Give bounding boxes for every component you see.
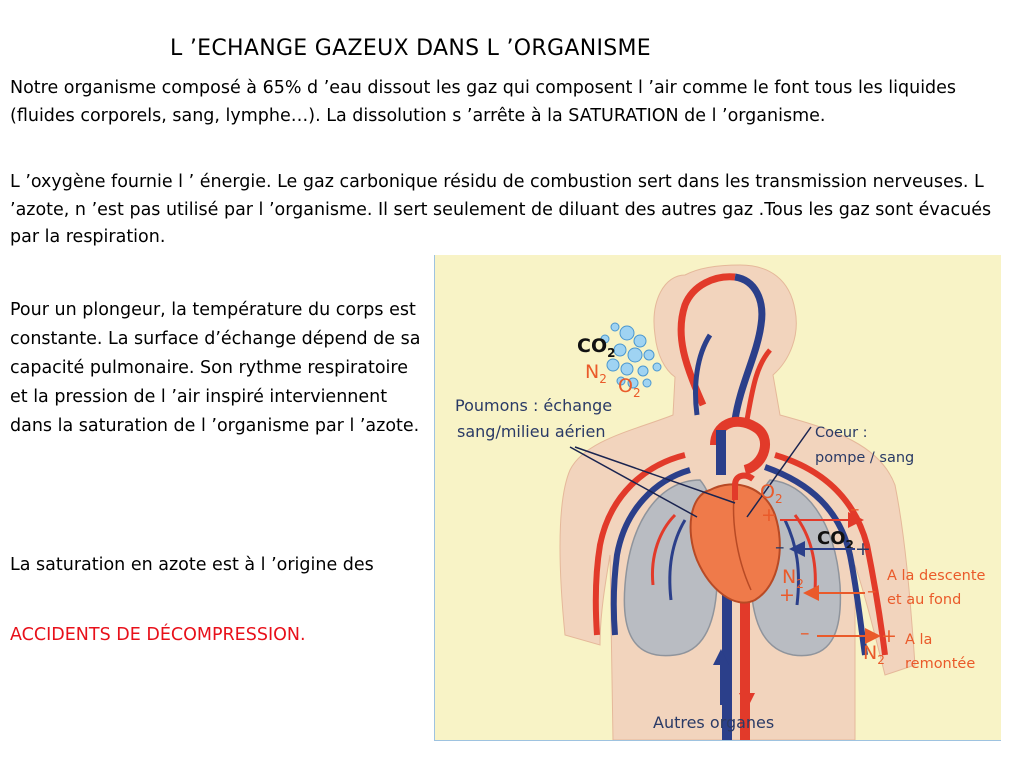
co2-exchange-subscript: 2 <box>845 538 854 552</box>
decompression-warning: ACCIDENTS DE DÉCOMPRESSION. <box>10 625 306 645</box>
organs-label: Autres organes <box>653 713 775 732</box>
heart-label-line1: Coeur : <box>815 425 868 441</box>
co2-exchange-label: CO <box>817 528 846 549</box>
lungs-label-line2: sang/milieu aérien <box>457 422 606 441</box>
n2-descent-plus: + <box>779 584 795 606</box>
heart-label-line2: pompe / sang <box>815 450 915 466</box>
descent-label-line1: A la descente <box>887 568 986 584</box>
o2-exchange-subscript: 2 <box>774 492 783 506</box>
co2-mouth-label: CO <box>577 335 608 357</box>
ascent-label-line2: remontée <box>905 656 976 672</box>
svg-text:N2 <box>585 361 607 386</box>
n2-descent-subscript: 2 <box>796 577 804 591</box>
o2-mouth-label: O <box>618 375 633 397</box>
o2-subscript: 2 <box>632 386 641 400</box>
co2-subscript: 2 <box>607 346 616 360</box>
co2-plus-sign: + <box>855 538 871 560</box>
n2-mouth-label: N <box>585 361 600 383</box>
n2-descent-minus: – <box>867 580 877 602</box>
n2-ascent-subscript: 2 <box>877 653 885 667</box>
lungs-label-line1: Poumons : échange <box>455 396 613 415</box>
body-diagram <box>435 255 1001 740</box>
ascent-label-line1: A la <box>905 632 933 648</box>
n2-descent-label: N <box>782 566 797 588</box>
gas-exchange-figure <box>434 255 1001 741</box>
co2-minus-sign: – <box>775 536 785 558</box>
intro-paragraph: Notre organisme composé à 65% d ’eau dissout les gaz qui composent l ’air comme le font tous les liquides (fluides corporels, sang, lymphe…). La dissolution s ’arrête à la SATURATION de l ’organisme. <box>10 78 957 126</box>
n2-ascent-minus: – <box>800 622 810 644</box>
svg-text:CO2 <box>577 335 615 360</box>
o2-exchange-label: O <box>760 481 775 503</box>
page-title: L ’ECHANGE GAZEUX DANS L ’ORGANISME <box>170 36 651 61</box>
o2-plus-sign: + <box>761 504 777 526</box>
descent-label-line2: et au fond <box>887 592 962 608</box>
n2-ascent-plus: + <box>881 625 897 647</box>
gases-paragraph: L ’oxygène fournie l ’ énergie. Le gaz carbonique résidu de combustion sert dans les transmission nerveuses. L ’azote, n ’est pas utilisé par l ’organisme. Il sert seulement de diluant des autres gaz .Tous les gaz sont évacués par la respiration. <box>10 172 992 247</box>
n2-ascent-label: N <box>863 642 878 664</box>
o2-minus-sign: – <box>850 498 860 520</box>
diver-paragraph: Pour un plongeur, la température du corps est constante. La surface d’échange dépend de sa capacité pulmonaire. Son rythme respiratoire et la pression de l ’air inspiré interviennent dans la saturation de l ’organisme par l ’azote. <box>10 300 421 436</box>
n2-subscript: 2 <box>599 372 607 386</box>
saturation-paragraph: La saturation en azote est à l ’origine des <box>10 555 374 575</box>
svg-text:O2 <box>618 375 641 400</box>
